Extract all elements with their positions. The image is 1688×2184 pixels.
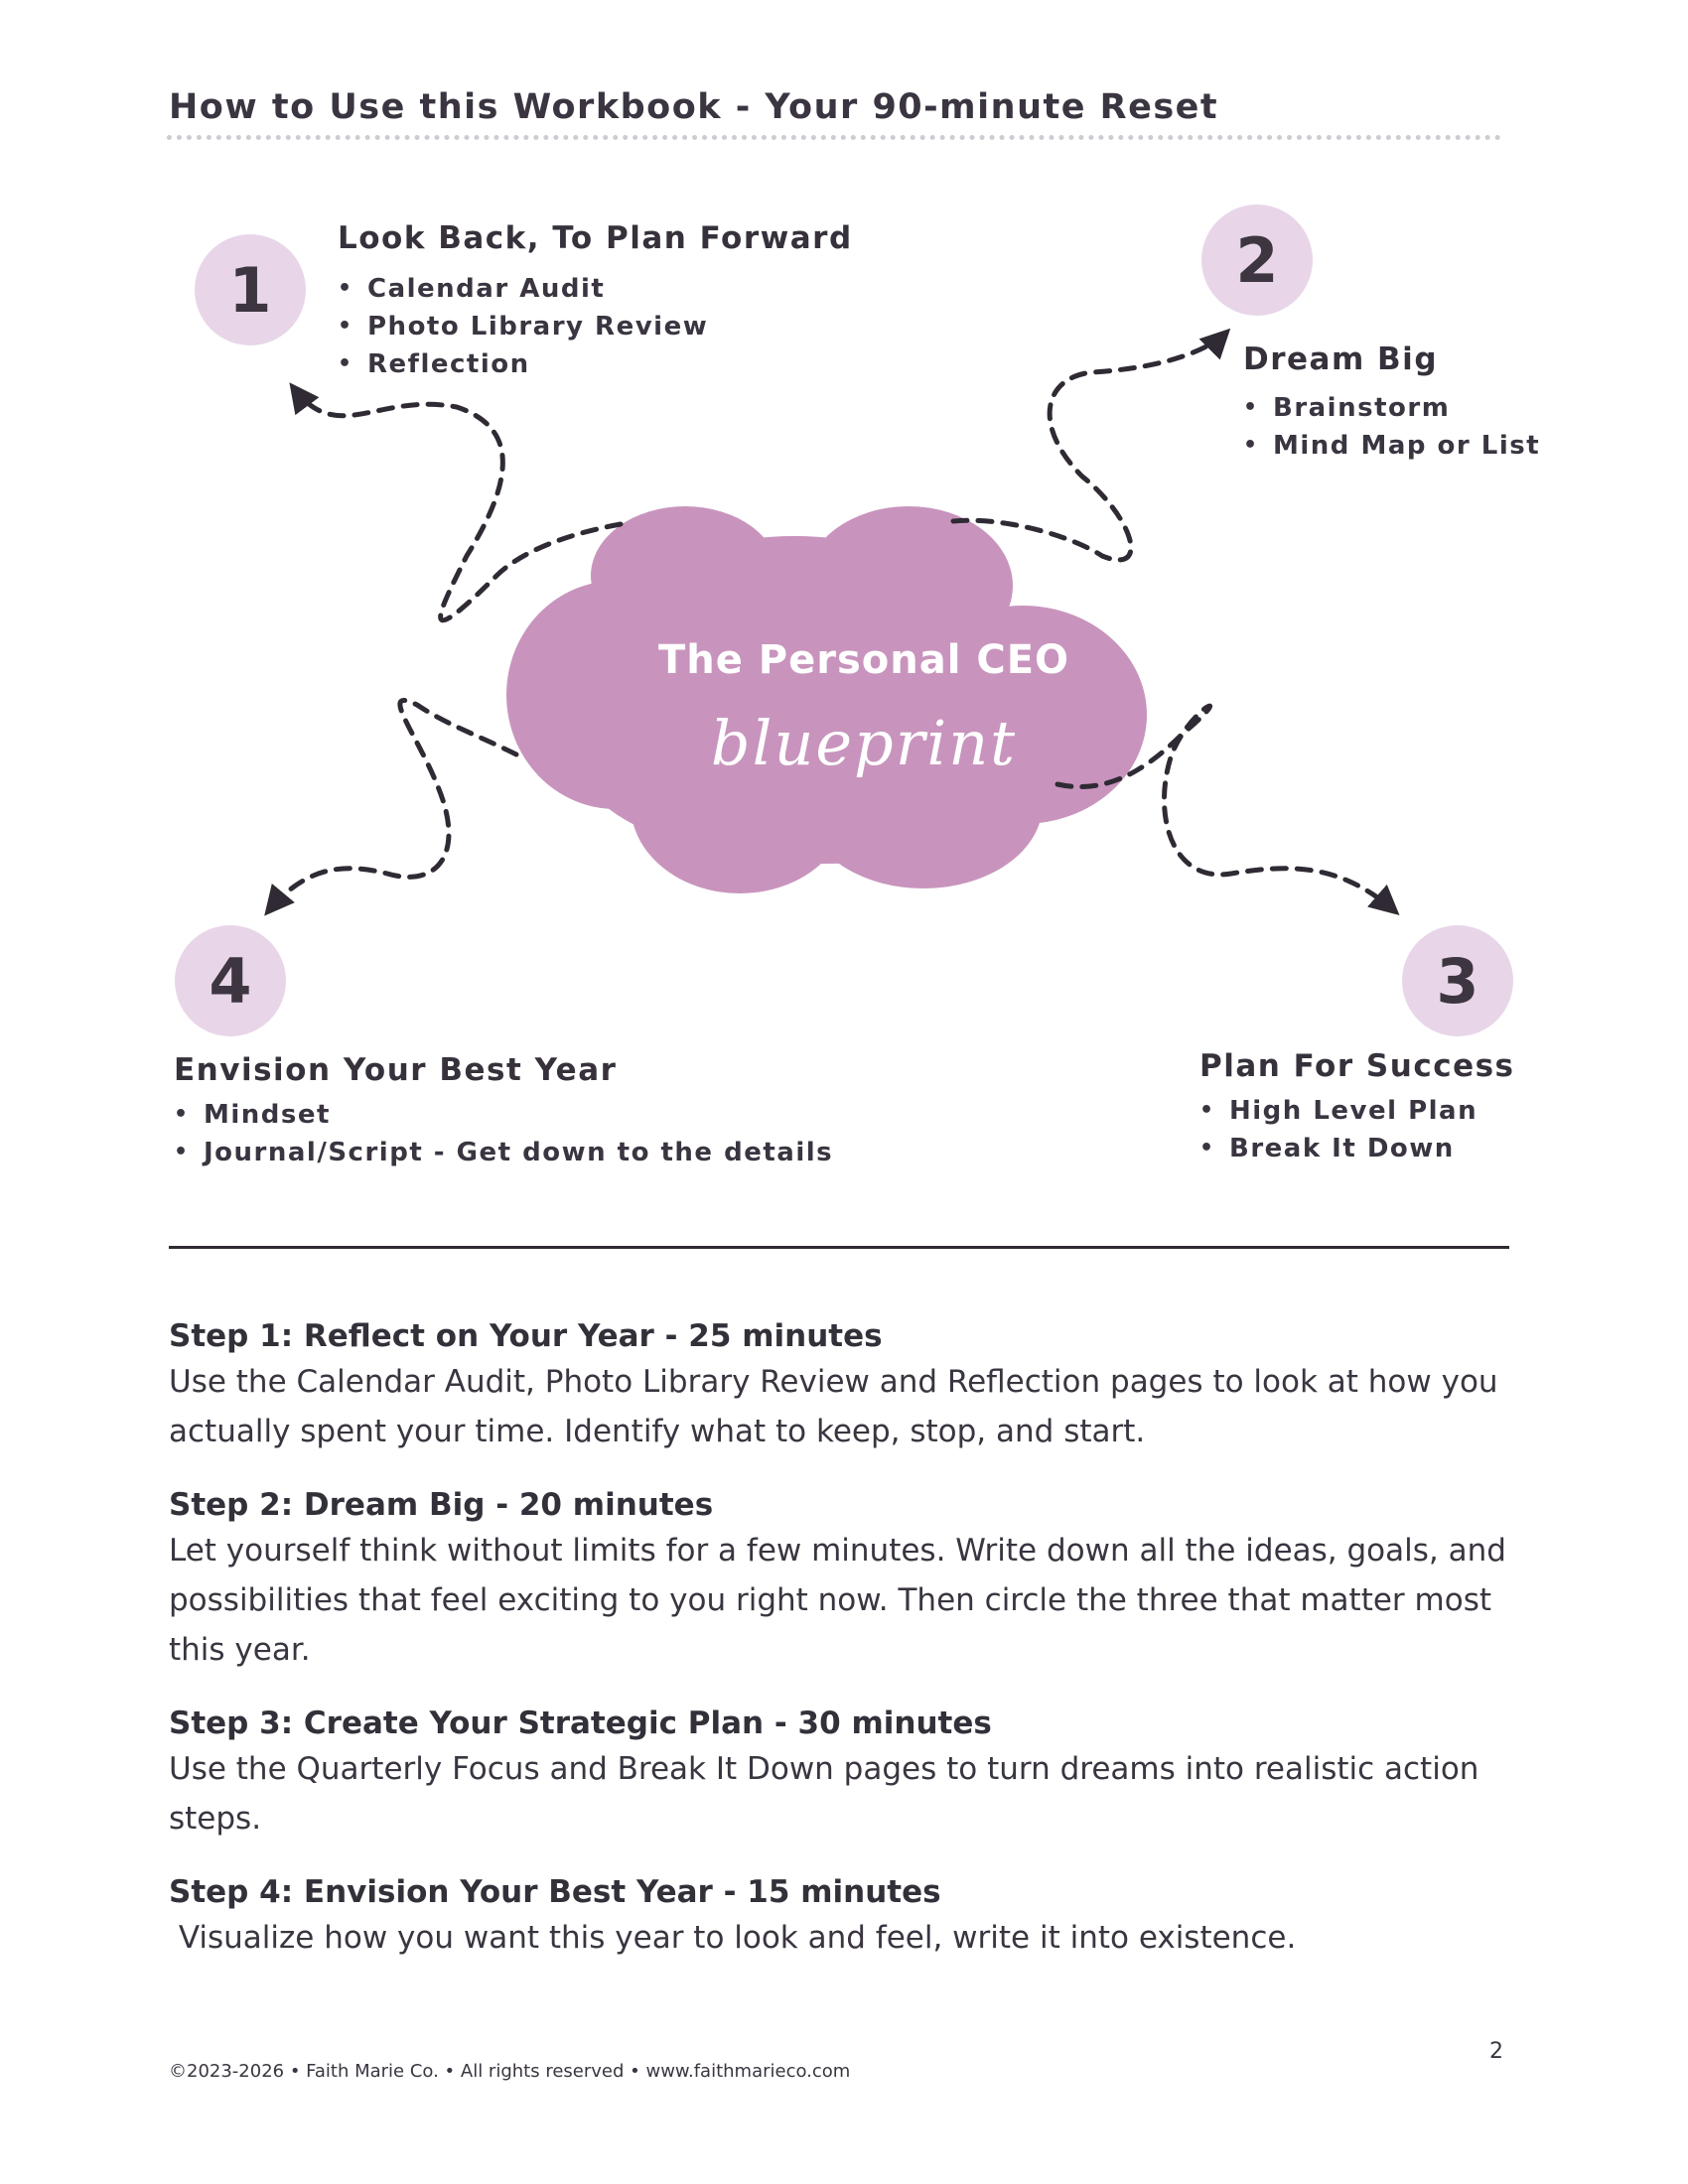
- section-divider: [169, 1246, 1509, 1249]
- list-item: • Brainstorm: [1243, 389, 1540, 427]
- list-item: • Calendar Audit: [338, 270, 708, 308]
- step-4-heading: Envision Your Best Year: [174, 1052, 618, 1088]
- page-number: 2: [1489, 2039, 1503, 2064]
- step-detail-title: Step 2: Dream Big - 20 minutes: [169, 1487, 714, 1523]
- step-detail-title: Step 3: Create Your Strategic Plan - 30 minutes: [169, 1706, 992, 1741]
- step-1-heading: Look Back, To Plan Forward: [338, 220, 853, 256]
- step-detail-title: Step 1: Reflect on Your Year - 25 minutes: [169, 1318, 883, 1354]
- step-detail-text: Use the Calendar Audit, Photo Library Review and Reflection pages to look at how you actually spent your time. Identify what to keep, stop, and start.: [169, 1364, 1498, 1449]
- copyright-footer: ©2023-2026 • Faith Marie Co. • All rights reserved • www.faithmarieco.com: [169, 2061, 851, 2082]
- step-4-list: [174, 1096, 833, 1171]
- step-details: [169, 1315, 1519, 1990]
- step-detail-text: Let yourself think without limits for a few minutes. Write down all the ideas, goals, and possibilities that feel exciting to you right now. Then circle the three that matter most this year.: [169, 1533, 1506, 1668]
- step-detail-title: Step 4: Envision Your Best Year - 15 minutes: [169, 1874, 941, 1910]
- step-3-list: [1199, 1092, 1477, 1167]
- list-item: • Journal/Script - Get down to the details: [174, 1134, 833, 1171]
- step-2-list: [1243, 389, 1540, 465]
- step-detail-text: Visualize how you want this year to look and feel, write it into existence.: [169, 1920, 1297, 1956]
- step-1-badge: 1: [195, 234, 306, 345]
- list-item: • High Level Plan: [1199, 1092, 1477, 1130]
- step-1-list: [338, 270, 708, 383]
- cloud-title: The Personal CEO: [657, 637, 1070, 683]
- list-item: • Photo Library Review: [338, 308, 708, 345]
- cloud-script: blueprint: [710, 707, 1018, 779]
- step-2-badge: 2: [1201, 205, 1313, 316]
- connector-to-step-4: [268, 700, 516, 911]
- step-3-heading: Plan For Success: [1199, 1048, 1515, 1084]
- step-detail-text: Use the Quarterly Focus and Break It Down pages to turn dreams into realistic action steps.: [169, 1751, 1479, 1837]
- list-item: • Reflection: [338, 345, 708, 383]
- page-title: How to Use this Workbook - Your 90-minute Reset: [169, 87, 1219, 127]
- list-item: • Break It Down: [1199, 1130, 1477, 1167]
- center-cloud: [506, 506, 1147, 893]
- step-detail-4: [169, 1871, 1519, 1963]
- connector-to-step-2: [953, 333, 1226, 560]
- step-detail-3: [169, 1703, 1519, 1843]
- step-detail-2: [169, 1484, 1519, 1675]
- step-4-badge: 4: [175, 925, 286, 1036]
- list-item: • Mind Map or List: [1243, 427, 1540, 465]
- step-detail-1: [169, 1315, 1519, 1456]
- step-2-heading: Dream Big: [1243, 341, 1439, 377]
- step-3-badge: 3: [1402, 925, 1513, 1036]
- connector-to-step-1: [293, 387, 621, 620]
- list-item: • Mindset: [174, 1096, 833, 1134]
